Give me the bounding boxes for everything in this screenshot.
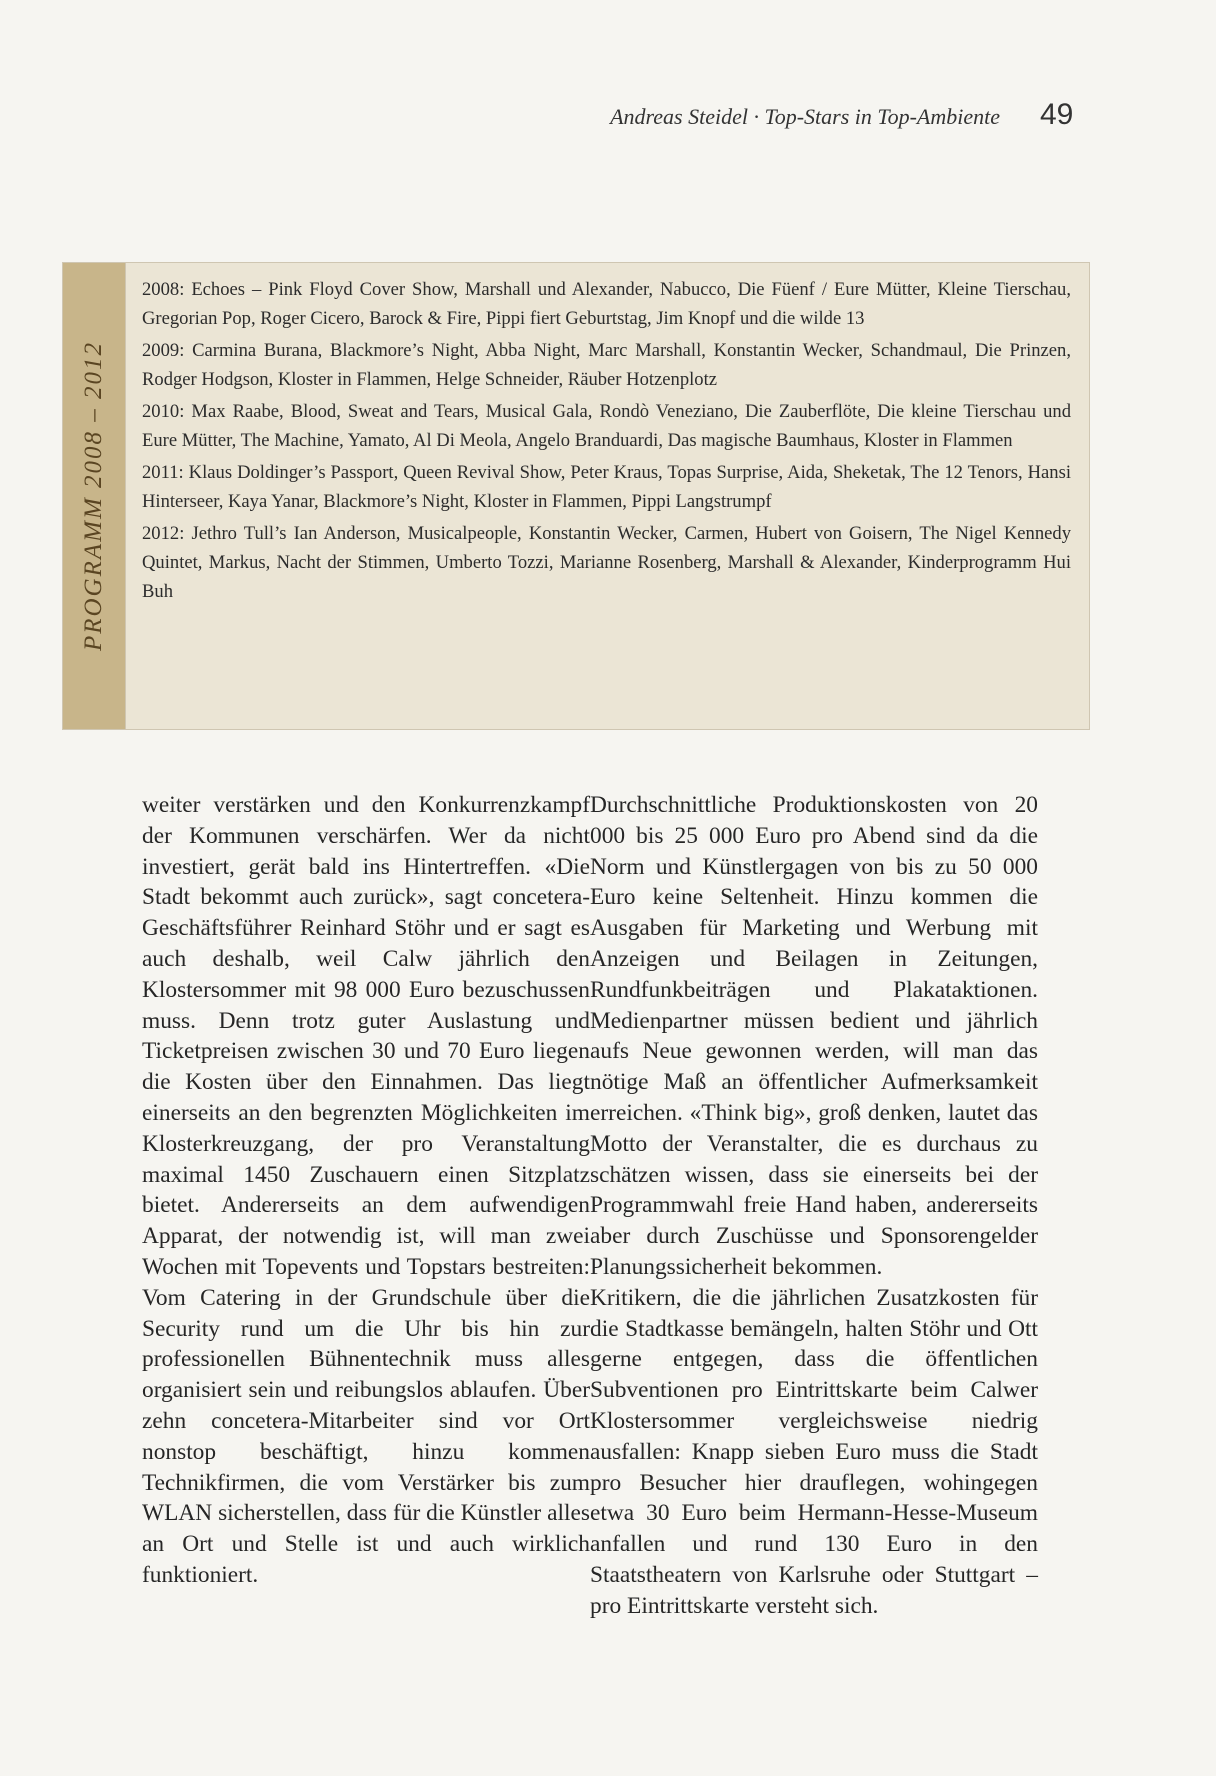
page-number: 49 bbox=[1040, 98, 1074, 131]
program-side-bar bbox=[63, 263, 125, 729]
program-list bbox=[125, 263, 1089, 729]
body-paragraph: weiter verstärken und den Konkurrenzkampf der Kommunen verschärfen. Wer da nicht investiert, gerät bald ins Hintertreffen. «Die Stadt bekommt auch zurück», sagt concetera-Geschäftsführer Reinhard Stöhr und er sagt es auch deshalb, weil Calw jährlich den Klostersommer mit 98 000 Euro bezuschussen muss. Denn trotz guter Auslastung und Ticketpreisen zwischen 30 und 70 Euro liegen die Kosten über den Einnahmen. Das liegt einerseits an den begrenzten Möglichkeiten im Klosterkreuzgang, der pro Veranstaltung maximal 1450 Zuschauern einen Sitzplatz bietet. Andererseits an dem aufwendigen Apparat, der notwendig ist, will man zwei Wochen mit Topevents und Topstars bestreiten: Vom Catering in der Grundschule über die Security rund um die Uhr bis hin zur professionellen Bühnentechnik muss alles organisiert sein und reibungslos ablaufen. Über zehn concetera-Mitarbeiter sind vor Ort nonstop beschäftigt, hinzu kommen Technikfirmen, die vom Verstärker bis zum WLAN sicherstellen, dass für die Künstler alles an Ort und Stelle ist und auch wirklich funktioniert. bbox=[142, 792, 590, 1588]
running-head: Andreas Steidel · Top-Stars in Top-Ambiente bbox=[610, 104, 1000, 129]
program-entry-2009: 2009: Carmina Burana, Blackmore’s Night, Abba Night, Marc Marshall, Konstantin Wecker, Schandmaul, Die Prinzen, Rodger Hodgson, Kloster in Flammen, Helge Schneider, Räuber Hotzenplotz bbox=[142, 340, 1071, 390]
program-entry-2008: 2008: Echoes – Pink Floyd Cover Show, Marshall und Alexander, Nabucco, Die Füenf / Eure Mütter, Kleine Tierschau, Gregorian Pop, Roger Cicero, Barock & Fire, Pippi fiert Geburtstag, Jim Knopf und die wilde 13 bbox=[142, 279, 1071, 329]
program-entry-2011: 2011: Klaus Doldinger’s Passport, Queen Revival Show, Peter Kraus, Topas Surprise, Aida, Sheketak, The 12 Tenors, Hansi Hinterseer, Kaya Yanar, Blackmore’s Night, Kloster in Flammen, Pippi Langstrumpf bbox=[142, 462, 1071, 512]
program-entry-2010: 2010: Max Raabe, Blood, Sweat and Tears, Musical Gala, Rondò Veneziano, Die Zauberflöte, Die kleine Tierschau und Eure Mütter, The Machine, Yamato, Al Di Meola, Angelo Branduardi, Das magische Baumhaus, Kloster in Flammen bbox=[142, 401, 1071, 451]
body-column-left bbox=[142, 790, 590, 1591]
program-entry-2012: 2012: Jethro Tull’s Ian Anderson, Musicalpeople, Konstantin Wecker, Carmen, Hubert von Goisern, The Nigel Kennedy Quintet, Markus, Nacht der Stimmen, Umberto Tozzi, Marianne Rosenberg, Marshall & Alexander, Kinderprogramm Hui Buh bbox=[142, 523, 1071, 602]
program-side-label: PROGRAMM 2008 – 2012 bbox=[80, 340, 107, 652]
body-paragraph: Durchschnittliche Produktionskosten von 20 000 bis 25 000 Euro pro Abend sind da die Norm und Künstlergagen von bis zu 50 000 Euro keine Seltenheit. Hinzu kommen die Ausgaben für Marketing und Werbung mit Anzeigen und Beilagen in Zeitungen, Rundfunkbeiträgen und Plakataktionen. Medienpartner müssen bedient und jährlich aufs Neue gewonnen werden, will man das nötige Maß an öffentlicher Aufmerksamkeit erreichen. «Think big», groß denken, lautet das Motto der Veranstalter, die es durchaus zu schätzen wissen, dass sie einerseits bei der Programmwahl freie Hand haben, andererseits aber durch Zuschüsse und Sponsorengelder Planungssicherheit bekommen. bbox=[590, 792, 1038, 1280]
bleed-through-ghost bbox=[58, 70, 67, 109]
body-column-right bbox=[590, 790, 1038, 1622]
body-paragraph: Kritikern, die die jährlichen Zusatzkosten für die Stadtkasse bemängeln, halten Stöhr und Ott gerne entgegen, dass die öffentlichen Subventionen pro Eintrittskarte beim Calwer Klostersommer vergleichsweise niedrig ausfallen: Knapp sieben Euro muss die Stadt pro Besucher hier drauflegen, wohingegen etwa 30 Euro beim Hermann-Hesse-Museum anfallen und rund 130 Euro in den Staatstheatern von Karlsruhe oder Stuttgart – pro Eintrittskarte versteht sich. bbox=[590, 1284, 1038, 1619]
program-box bbox=[62, 262, 1090, 730]
